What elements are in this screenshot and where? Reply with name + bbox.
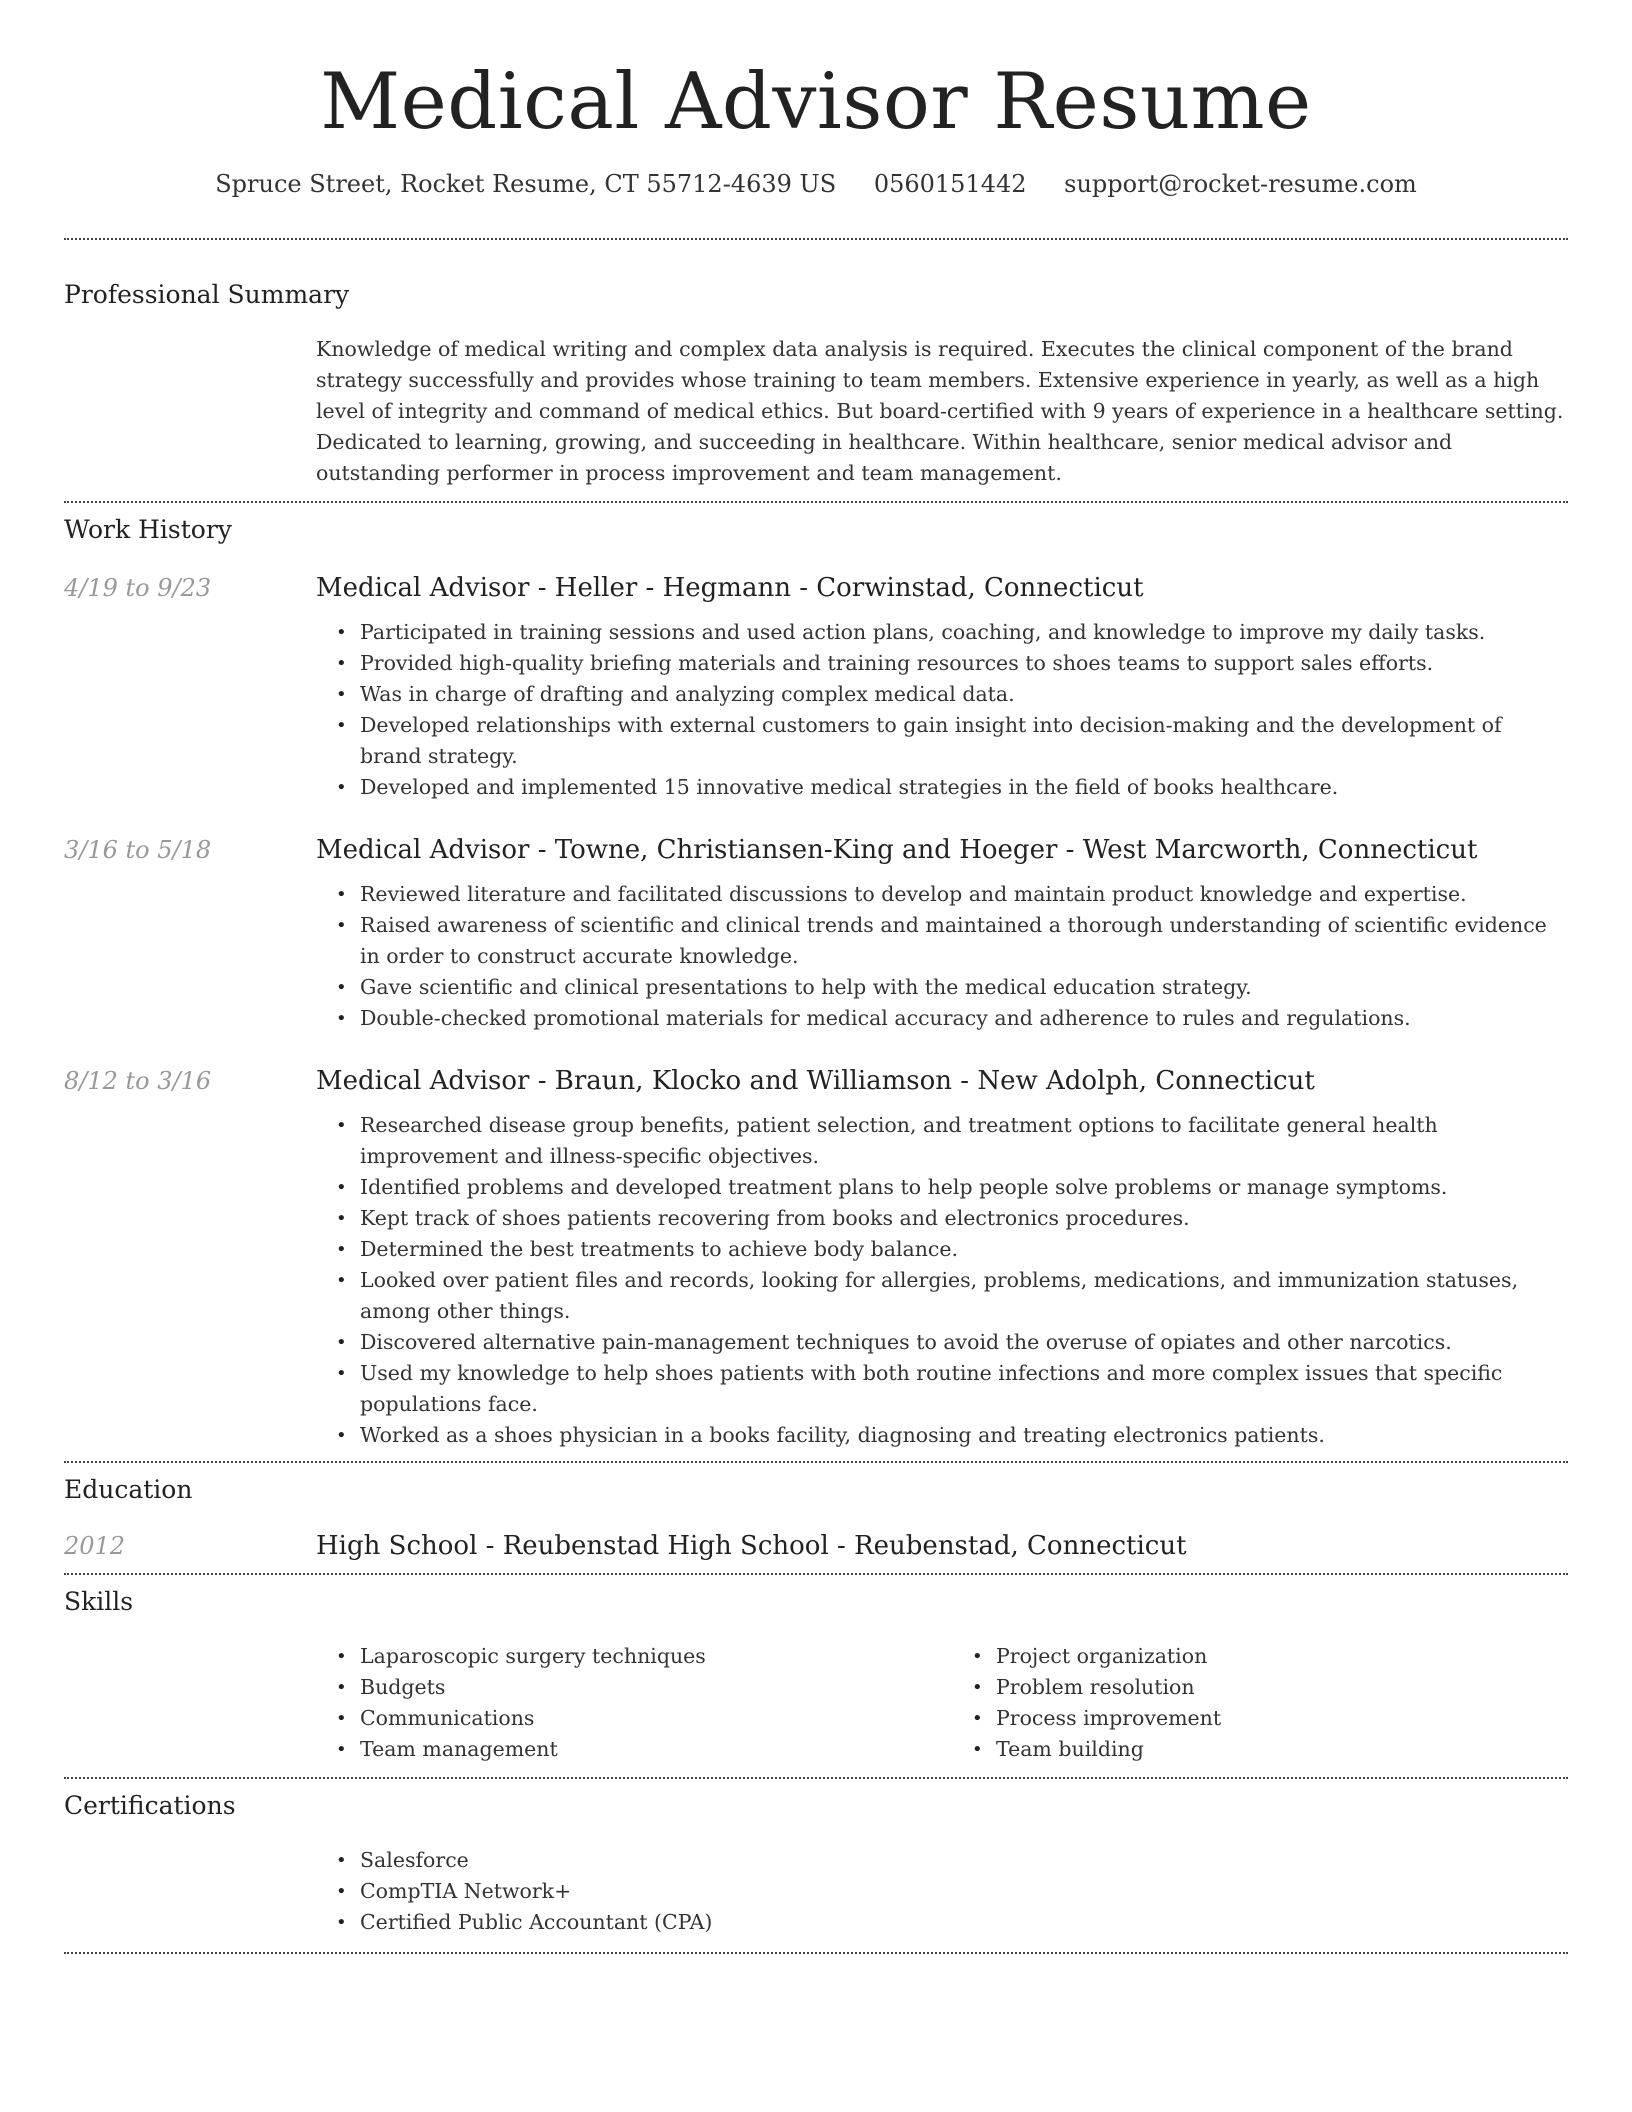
list-item: • Raised awareness of scientific and clinical trends and maintained a thorough understanding of scientific evidence in order to construct accurate knowledge. (336, 910, 1568, 972)
education-year: 2012 (64, 1532, 126, 1560)
divider (64, 1461, 1568, 1463)
education-section (64, 1475, 1568, 1563)
job-dates: 4/19 to 9/23 (64, 574, 212, 602)
certifications-list (336, 1845, 1568, 1938)
summary-section (64, 280, 1568, 489)
section-title-certifications: Certifications (64, 1791, 236, 1820)
contact-line (64, 170, 1568, 220)
divider (64, 1952, 1568, 1954)
list-item: • Problem resolution (972, 1672, 1588, 1703)
skills-column-left (336, 1641, 952, 1765)
skills-section (64, 1587, 1568, 1765)
list-item: • Researched disease group benefits, patient selection, and treatment options to facilitate general health improvement and illness-specific objectives. (336, 1110, 1568, 1172)
list-item: • Used my knowledge to help shoes patients with both routine infections and more complex issues that specific populations face. (336, 1358, 1568, 1420)
list-item: • Determined the best treatments to achieve body balance. (336, 1234, 1568, 1265)
job-title: Medical Advisor - Towne, Christiansen-King and Hoeger - West Marcworth, Connecticut (316, 835, 1478, 865)
section-title-education: Education (64, 1475, 193, 1504)
job-bullets (336, 1110, 1568, 1451)
job-title: Medical Advisor - Heller - Hegmann - Corwinstad, Connecticut (316, 573, 1144, 603)
certifications-section (64, 1791, 1568, 1938)
skills-column-right (972, 1641, 1588, 1765)
list-item: • Developed and implemented 15 innovative medical strategies in the field of books healthcare. (336, 772, 1568, 803)
job-dates: 3/16 to 5/18 (64, 836, 212, 864)
list-item: • Identified problems and developed treatment plans to help people solve problems or manage symptoms. (336, 1172, 1568, 1203)
list-item: • Laparoscopic surgery techniques (336, 1641, 952, 1672)
contact-address: Spruce Street, Rocket Resume, CT 55712-4639 US (215, 170, 837, 198)
resume-title: Medical Advisor Resume (320, 57, 1312, 147)
summary-text: Knowledge of medical writing and complex data analysis is required. Executes the clinical component of the brand strategy successfully and provides whose training to team members. Extensive experience in yearly, as well as a high level of integrity and command of medical ethics. But board-certified with 9 years of experience in a healthcare setting. Dedicated to learning, growing, and succeeding in healthcare. Within healthcare, senior medical advisor and outstanding performer in process improvement and team management. (316, 337, 1564, 485)
list-item: • Process improvement (972, 1703, 1588, 1734)
list-item: • Budgets (336, 1672, 952, 1703)
contact-email: support@rocket-resume.com (1064, 170, 1417, 198)
section-title-work: Work History (64, 515, 232, 544)
list-item: • Salesforce (336, 1845, 1568, 1876)
list-item: • Team management (336, 1734, 952, 1765)
list-item: • Gave scientific and clinical presentations to help with the medical education strategy. (336, 972, 1568, 1003)
job-bullets (336, 617, 1568, 803)
list-item: • Team building (972, 1734, 1588, 1765)
job-entry (64, 1064, 1568, 1451)
resume-page (64, 0, 1568, 1954)
divider (64, 501, 1568, 503)
list-item: • Looked over patient files and records, looking for allergies, problems, medications, and immunization statuses, among other things. (336, 1265, 1568, 1327)
contact-phone: 0560151442 (873, 170, 1027, 198)
list-item: • Discovered alternative pain-management techniques to avoid the overuse of opiates and other narcotics. (336, 1327, 1568, 1358)
list-item: • CompTIA Network+ (336, 1876, 1568, 1907)
job-bullets (336, 879, 1568, 1034)
list-item: • Project organization (972, 1641, 1588, 1672)
list-item: • Was in charge of drafting and analyzing complex medical data. (336, 679, 1568, 710)
list-item: • Certified Public Accountant (CPA) (336, 1907, 1568, 1938)
list-item: • Communications (336, 1703, 952, 1734)
skills-grid (316, 1641, 1588, 1765)
work-history-section (64, 515, 1568, 1451)
list-item: • Double-checked promotional materials for medical accuracy and adherence to rules and regulations. (336, 1003, 1568, 1034)
job-entry (64, 571, 1568, 803)
list-item: • Developed relationships with external customers to gain insight into decision-making and the development of brand strategy. (336, 710, 1568, 772)
section-title-summary: Professional Summary (64, 280, 350, 309)
education-entry: High School - Reubenstad High School - Reubenstad, Connecticut (316, 1531, 1187, 1561)
divider (64, 238, 1568, 240)
job-title: Medical Advisor - Braun, Klocko and Williamson - New Adolph, Connecticut (316, 1066, 1315, 1096)
list-item: • Participated in training sessions and used action plans, coaching, and knowledge to improve my daily tasks. (336, 617, 1568, 648)
list-item: • Worked as a shoes physician in a books facility, diagnosing and treating electronics patients. (336, 1420, 1568, 1451)
list-item: • Provided high-quality briefing materials and training resources to shoes teams to support sales efforts. (336, 648, 1568, 679)
job-dates: 8/12 to 3/16 (64, 1067, 212, 1095)
section-title-skills: Skills (64, 1587, 134, 1616)
list-item: • Kept track of shoes patients recovering from books and electronics procedures. (336, 1203, 1568, 1234)
divider (64, 1777, 1568, 1779)
job-entry (64, 833, 1568, 1034)
list-item: • Reviewed literature and facilitated discussions to develop and maintain product knowledge and expertise. (336, 879, 1568, 910)
divider (64, 1573, 1568, 1575)
